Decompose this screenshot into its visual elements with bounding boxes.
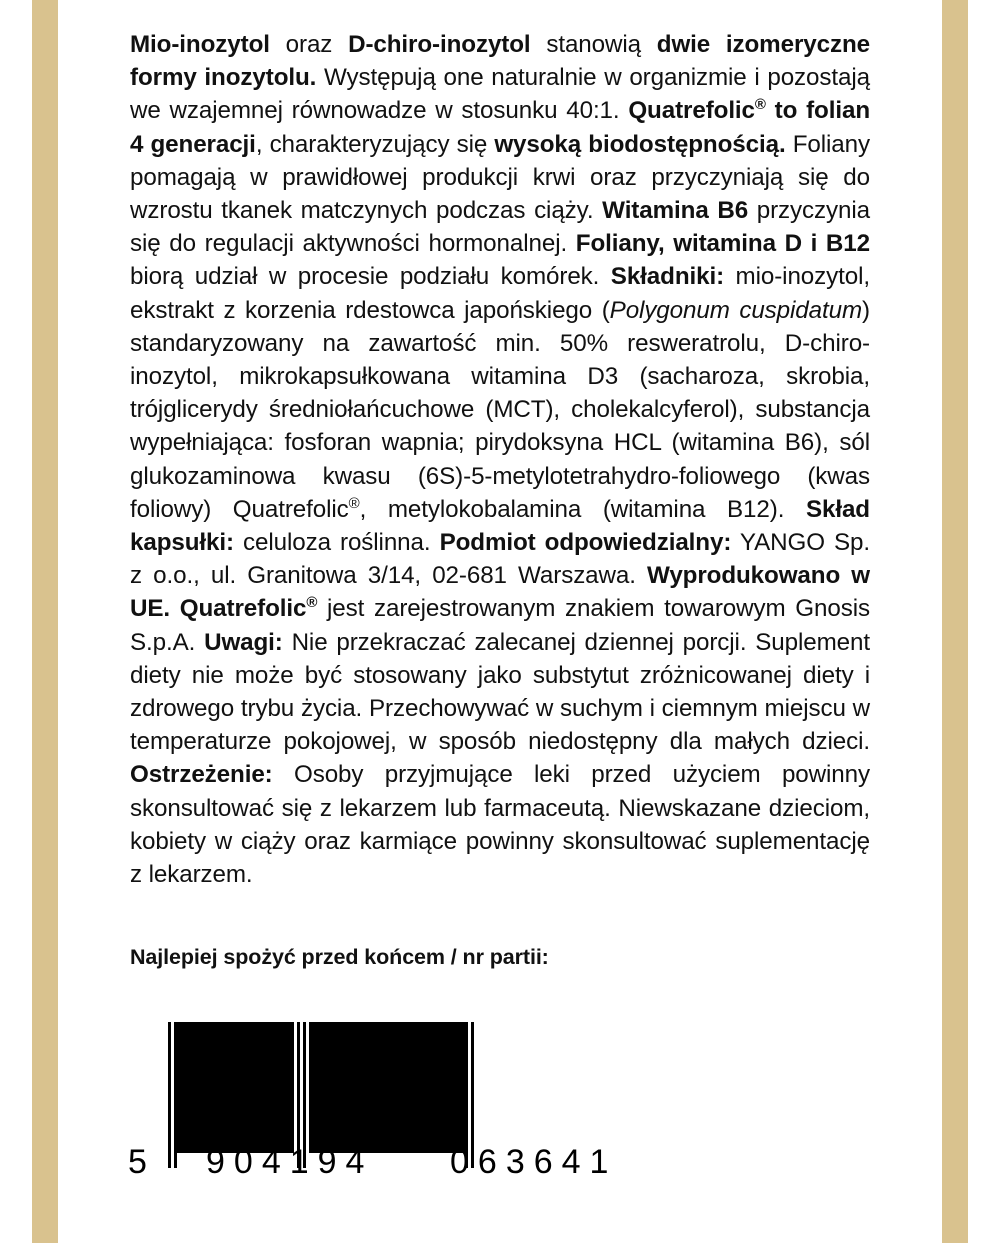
label-content (130, 28, 870, 891)
text-run-11: Foliany pomagają w prawidłowej produkcji krwi oraz przyczyniają się do wzrostu tkanek matczynych podczas ciąży. (130, 130, 870, 225)
text-run-0: Mio-inozytol (130, 31, 270, 58)
text-run-10: wysoką biodostępnością. (494, 130, 786, 158)
text-run-2: D-chiro-inozytol (348, 31, 531, 58)
text-run-26: Wyprodukowano w UE. Quatrefolic (130, 562, 870, 623)
barcode-digit-group-2: 063641 (450, 1143, 618, 1181)
barcode-bar (405, 1022, 414, 1153)
text-run-27: ® (306, 594, 318, 612)
text-run-30: Nie przekraczać zalecanej dziennej porcji. Suplement diety nie może być stosowany jako substytut zróżnicowanej diety i zdrowego trybu życia. Przechowywać w suchym i ciemnym miejscu w temperaturze pokojowej, w sposób niedostępny dla małych dzieci. (130, 628, 870, 756)
text-run-23: celuloza roślinna. (233, 529, 440, 557)
text-run-24: Podmiot odpowiedzialny: (439, 529, 732, 557)
barcode-bar (336, 1022, 345, 1153)
text-run-28: jest zarejestrowanym znakiem towarowym Gnosis S.p.A. (130, 595, 870, 656)
text-run-1: oraz (269, 31, 349, 58)
ingredients-paragraph (130, 28, 870, 891)
barcode-bar (456, 1022, 465, 1153)
barcode-bar (387, 1022, 396, 1153)
barcode-bars (168, 1022, 474, 1153)
barcode-bar (360, 1022, 369, 1153)
gold-border-right (942, 0, 968, 1243)
barcode-bar (324, 1022, 333, 1153)
text-run-3: stanowią (530, 31, 657, 58)
text-run-12: Witamina B6 (602, 197, 749, 225)
text-run-22: Skład kapsułki: (130, 495, 870, 557)
text-run-7: ® (754, 96, 766, 114)
barcode-bar (285, 1022, 294, 1153)
text-run-19: ) standaryzowany na zawartość min. 50% resweratrolu, D-chiro-inozytol, mikrokapsułkowana witamina D3 (sacharoza, skrobia, trójglicerydy średniołańcuchowe (MCT), cholekalcyferol), substancja wypełniająca: fosforan wapnia; pirydoksyna HCL (witamina B6), sól glukozaminowa kwasu (6S)-5-metylotetrahydro-foliowego (kwas foliowy) Quatrefolic (130, 296, 870, 523)
text-run-4: dwie izomeryczne formy inozytolu. (130, 31, 870, 92)
barcode-bar (438, 1022, 447, 1153)
barcode-bar (210, 1022, 219, 1153)
text-run-18: Polygonum cuspidatum (609, 296, 863, 324)
text-run-17: mio-inozytol, ekstrakt z korzenia rdestowca japońskiego ( (130, 263, 870, 324)
barcode-bar (423, 1022, 432, 1153)
barcode-digit-group-1: 904194 (206, 1143, 374, 1181)
best-before-label: Najlepiej spożyć przed końcem / nr partii: (130, 945, 549, 969)
text-run-20: ® (348, 494, 360, 512)
text-run-29: Uwagi: (204, 628, 283, 656)
text-run-6: Quatrefolic (628, 97, 755, 125)
text-run-9: , charakteryzujący się (255, 130, 495, 158)
text-run-13: przyczynia się do regulacji aktywności hormonalnej. (130, 197, 870, 258)
gold-border-left (32, 0, 58, 1243)
barcode-bar (351, 1022, 360, 1153)
text-run-5: Występują one naturalnie w organizmie i pozostają we wzajemnej równowadze w stosunku 40:1. (130, 64, 870, 125)
barcode-bar (378, 1022, 387, 1153)
text-run-16: Składniki: (610, 263, 725, 291)
barcode-bar (201, 1022, 210, 1153)
text-run-8: to folian 4 generacji (130, 97, 870, 158)
text-run-31: Ostrzeżenie: (130, 761, 273, 789)
text-run-21: , metylokobalamina (witamina B12). (359, 495, 806, 523)
barcode-digit-guard: 5 (128, 1143, 147, 1181)
text-run-32: Osoby przyjmujące leki przed użyciem powinny skonsultować się z lekarzem lub farmaceutą. Niewskazane dzieciom, kobiety w ciąży oraz karmiące powinny skonsultować suplementację z lekarzem. (130, 761, 870, 889)
text-run-14: Foliany, witamina D i B12 (575, 230, 871, 258)
text-run-25: YANGO Sp. z o.o., ul. Granitowa 3/14, 02-681 Warszawa. (130, 529, 871, 590)
barcode-bar (396, 1022, 405, 1153)
text-run-15: biorą udział w procesie podziału komórek. (130, 263, 611, 291)
